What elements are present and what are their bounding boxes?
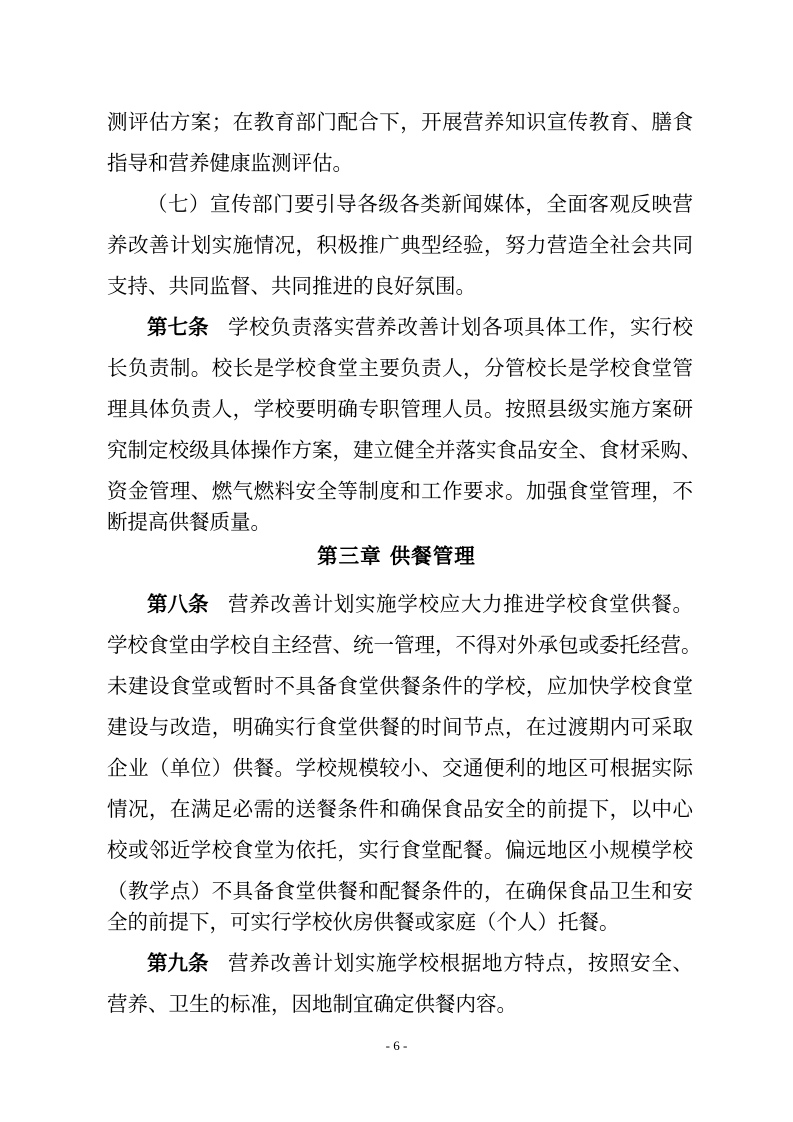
paragraph-line: 资金管理、燃气燃料安全等制度和工作要求。加强食堂管理，不 [107, 479, 693, 503]
paragraph-line: 校或邻近学校食堂为依托，实行食堂配餐。偏远地区小规模学校 [107, 838, 693, 862]
paragraph-line: 指导和营养健康监测评估。 [107, 151, 353, 175]
chapter-heading: 第三章 供餐管理 [317, 544, 476, 568]
article-label: 第七条 [147, 315, 209, 339]
paragraph-line: 支持、共同监督、共同推进的良好氛围。 [107, 274, 476, 298]
paragraph-line: 理具体负责人，学校要明确专职管理人员。按照县级实施方案研 [107, 397, 693, 421]
page-number: - 6 - [385, 1038, 408, 1053]
paragraph-line: 建设与改造，明确实行食堂供餐的时间节点，在过渡期内可采取 [107, 715, 693, 739]
paragraph-line: 情况，在满足必需的送餐条件和确保食品安全的前提下，以中心 [107, 797, 693, 821]
paragraph-line: 企业（单位）供餐。学校规模较小、交通便利的地区可根据实际 [107, 756, 693, 780]
paragraph-line: 断提高供餐质量。 [107, 510, 271, 534]
paragraph-line: 学校食堂由学校自主经营、统一管理，不得对外承包或委托经营。 [107, 633, 702, 657]
paragraph-line: （七）宣传部门要引导各级各类新闻媒体，全面客观反映营 [147, 192, 693, 216]
paragraph-line: 营养改善计划实施学校应大力推进学校食堂供餐。 [228, 592, 693, 616]
paragraph-line: 养改善计划实施情况，积极推广典型经验，努力营造全社会共同 [107, 233, 693, 257]
paragraph-line: 全的前提下，可实行学校伙房供餐或家庭（个人）托餐。 [107, 910, 620, 934]
paragraph-line: 学校负责落实营养改善计划各项具体工作，实行校 [228, 315, 693, 339]
paragraph-line: 未建设食堂或暂时不具备食堂供餐条件的学校，应加快学校食堂 [107, 674, 693, 698]
paragraph-line: （教学点）不具备食堂供餐和配餐条件的，在确保食品卫生和安 [107, 879, 693, 903]
paragraph-line: 长负责制。校长是学校食堂主要负责人，分管校长是学校食堂管 [107, 356, 693, 380]
paragraph-line: 测评估方案；在教育部门配合下，开展营养知识宣传教育、膳食 [107, 110, 693, 134]
paragraph-line: 究制定校级具体操作方案，建立健全并落实食品安全、食材采购、 [107, 438, 702, 462]
paragraph-line: 营养改善计划实施学校根据地方特点，按照安全、 [228, 951, 693, 975]
paragraph-line: 营养、卫生的标准，因地制宜确定供餐内容。 [107, 992, 517, 1016]
article-label: 第九条 [147, 951, 209, 975]
article-label: 第八条 [147, 592, 209, 616]
